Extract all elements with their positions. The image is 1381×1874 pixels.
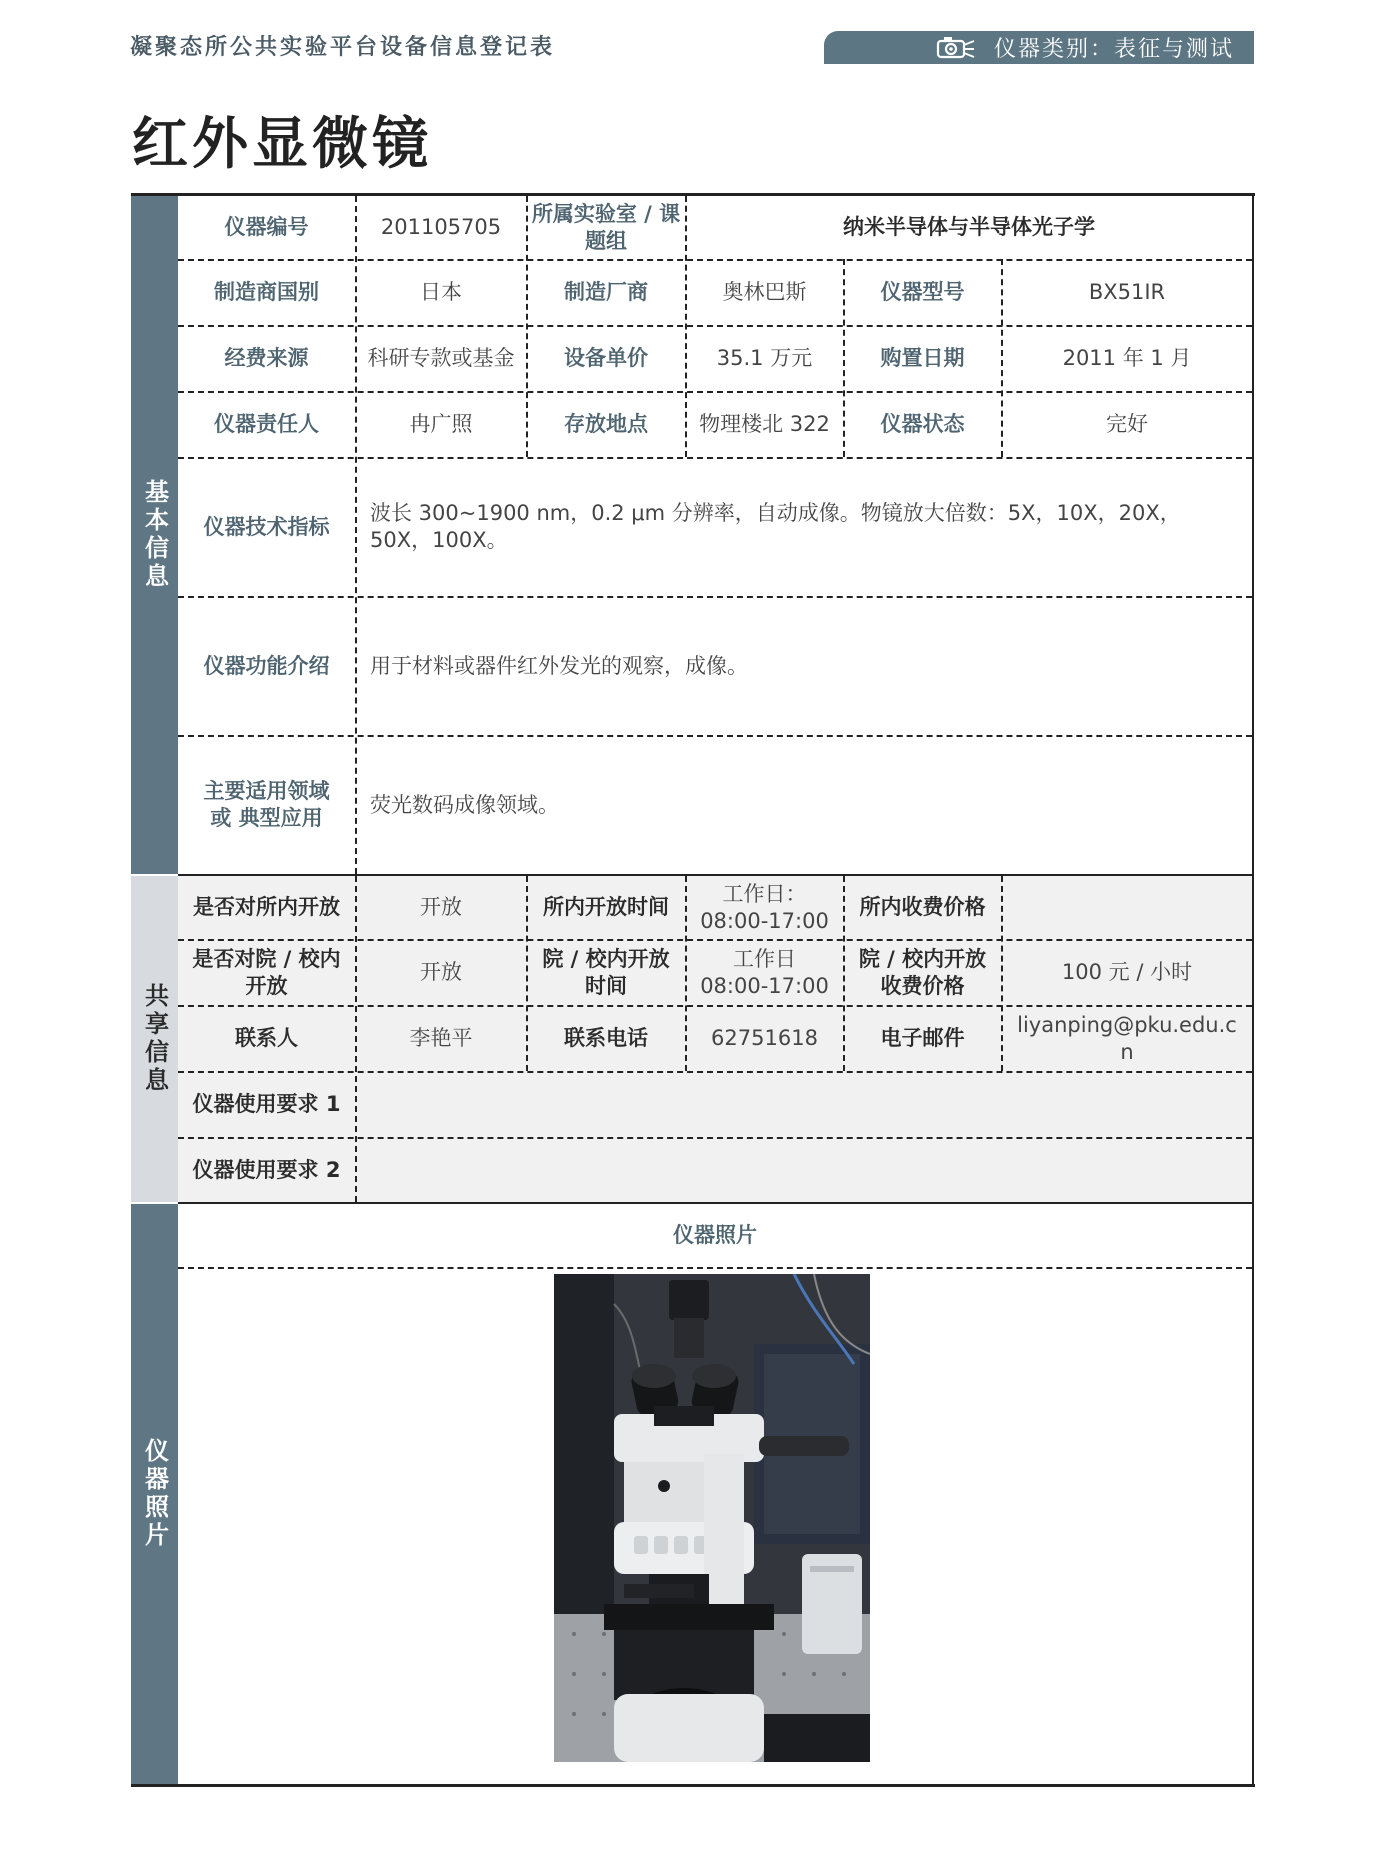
table-frame-right (1252, 193, 1254, 1787)
fund-label: 经费来源 (224, 346, 309, 371)
price-label: 设备单价 (564, 346, 648, 371)
country-value: 日本 (420, 280, 462, 305)
campus-time-value: 工作日 08:00-17:00 (700, 946, 829, 998)
section-photo-text: 仪器照片 (140, 1438, 169, 1550)
microscope-image (554, 1274, 870, 1762)
category-text: 仪器类别：表征与测试 (993, 37, 1234, 62)
status-value: 完好 (1106, 412, 1148, 437)
fund-value: 科研专款或基金 (367, 346, 515, 371)
application-label: 主要适用领域 或 典型应用 (203, 779, 330, 830)
spec-label: 仪器技术指标 (203, 514, 330, 539)
req1-value (356, 1072, 1252, 1137)
section-label-share (131, 876, 178, 1202)
location-value: 物理楼北 322 (699, 412, 830, 437)
email-value: liyanping@pku.edu.cn (1017, 1012, 1237, 1064)
campus-time-label: 院 / 校内开放时间 (542, 946, 670, 998)
section-basic-text: 基本信息 (140, 479, 169, 591)
lab-value: 纳米半导体与半导体光子学 (843, 215, 1095, 240)
spec-value: 波长 300~1900 nm，0.2 μm 分辨率，自动成像。物镜放大倍数：5X，10X，20X，50X，100X。 (370, 501, 1181, 552)
req1-label: 仪器使用要求 1 (192, 1092, 341, 1117)
date-value: 2011 年 1 月 (1062, 346, 1192, 371)
model-value: BX51IR (1088, 280, 1166, 305)
photo-title: 仪器照片 (673, 1223, 757, 1248)
date-label: 购置日期 (880, 346, 965, 371)
section-share-text: 共享信息 (140, 983, 169, 1095)
internal-fee-value (1002, 876, 1252, 939)
model-label: 仪器型号 (880, 280, 965, 305)
camera-icon (932, 33, 976, 63)
application-value: 荧光数码成像领域。 (370, 792, 559, 817)
section-label-photo (131, 1204, 178, 1784)
instrument-photo (554, 1274, 870, 1762)
instrument-id-value: 201105705 (380, 215, 502, 240)
instrument-id-label: 仪器编号 (224, 215, 309, 240)
internal-fee-label: 所内收费价格 (859, 895, 986, 920)
section-label-basic (131, 196, 178, 874)
contact-value: 李艳平 (409, 1026, 473, 1051)
contact-label: 联系人 (235, 1026, 298, 1051)
function-label: 仪器功能介绍 (203, 653, 330, 678)
internal-open-value: 开放 (420, 895, 462, 920)
row-divider (178, 1267, 1252, 1269)
internal-time-label: 所内开放时间 (543, 895, 669, 920)
function-value: 用于材料或器件红外发光的观察，成像。 (370, 653, 748, 678)
country-label: 制造商国别 (214, 280, 319, 305)
internal-open-label: 是否对所内开放 (193, 895, 340, 920)
owner-value: 冉广照 (409, 412, 473, 437)
campus-open-label: 是否对院 / 校内开放 (192, 946, 341, 998)
lab-label: 所属实验室 / 课题组 (531, 201, 681, 253)
maker-value: 奥林巴斯 (722, 280, 807, 305)
phone-value: 62751618 (711, 1026, 818, 1051)
category-banner (824, 31, 1254, 64)
price-value: 35.1 万元 (716, 346, 813, 371)
maker-label: 制造厂商 (564, 280, 648, 305)
campus-fee-label: 院 / 校内开放收费价格 (858, 946, 987, 998)
org-title: 凝聚态所公共实验平台设备信息登记表 (130, 35, 556, 60)
email-label: 电子邮件 (880, 1026, 965, 1051)
location-label: 存放地点 (564, 412, 648, 437)
owner-label: 仪器责任人 (214, 412, 319, 437)
table-frame-bottom (131, 1784, 1255, 1787)
page-title: 红外显微镜 (132, 112, 432, 177)
status-label: 仪器状态 (880, 412, 965, 437)
campus-fee-value: 100 元 / 小时 (1061, 960, 1193, 985)
internal-time-value: 工作日：08:00-17:00 (700, 881, 829, 933)
phone-label: 联系电话 (564, 1026, 648, 1051)
req2-label: 仪器使用要求 2 (192, 1157, 341, 1182)
campus-open-value: 开放 (420, 960, 462, 985)
req2-value (356, 1138, 1252, 1202)
